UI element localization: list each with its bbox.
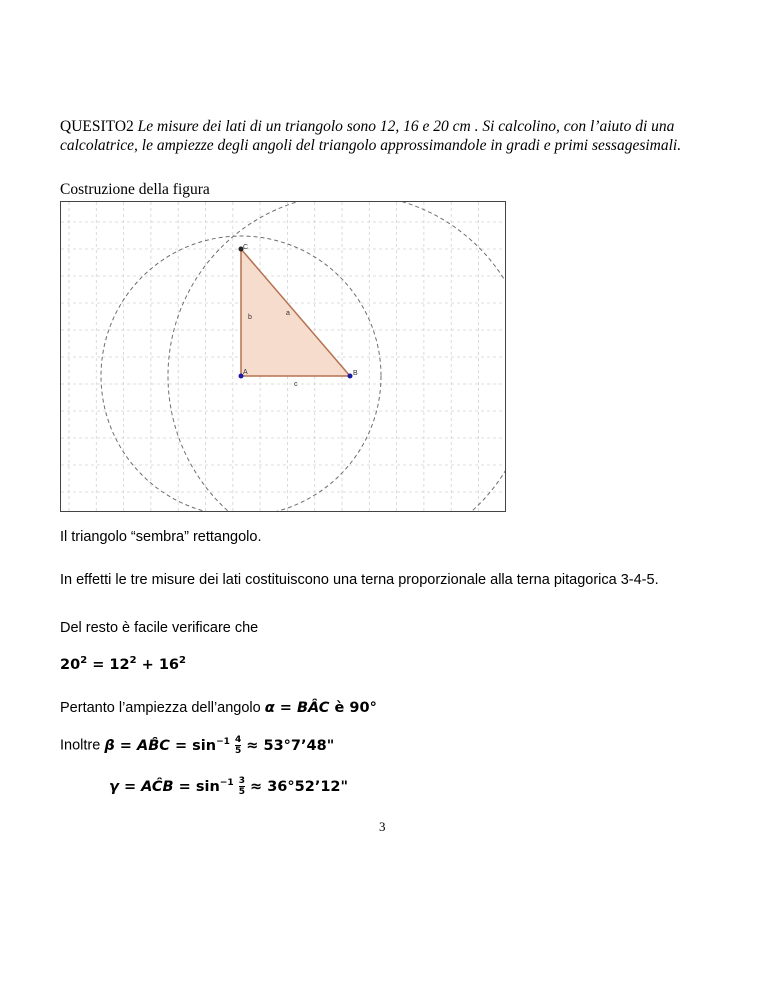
label-point-a: A [243, 369, 248, 376]
problem-label: QUESITO2 [60, 118, 134, 135]
construction-figure [60, 201, 506, 512]
gamma-func: sin [195, 778, 220, 795]
label-point-b: B [353, 370, 358, 377]
beta-angle: AB̂C [136, 737, 170, 754]
label-side-a: a [286, 310, 290, 317]
triangle-abc [241, 249, 350, 376]
paragraph-2: In effetti le tre misure dei lati costituiscono una terna proporzionale alla terna pitagorica 3-4-5. [60, 572, 659, 588]
section-title: Costruzione della figura [60, 181, 210, 198]
alpha-symbol: α [264, 700, 275, 716]
figure-canvas [61, 202, 505, 511]
beta-den: 5 [234, 746, 242, 756]
beta-fraction [235, 735, 241, 756]
beta-approx: ≈ 53°7’48" [246, 737, 335, 754]
alpha-prefix: Pertanto l’ampiezza dell’angolo [60, 700, 265, 716]
beta-num: 4 [234, 735, 242, 745]
eq-term1-exp: 2 [129, 655, 137, 666]
alpha-angle: BÂC [296, 700, 330, 716]
paragraph-3: Del resto è facile verificare che [60, 620, 259, 636]
eq-term2-exp: 2 [179, 655, 186, 666]
point-b [348, 374, 353, 379]
label-side-b: b [248, 314, 252, 321]
beta-func: sin [192, 737, 217, 754]
eq-lhs-exp: 2 [80, 655, 88, 666]
beta-exp: −1 [216, 736, 230, 747]
pythagorean-equation: $20^2 = 12^2 + 16^2$ [60, 655, 186, 673]
label-side-c: c [294, 381, 298, 388]
gamma-den: 5 [238, 787, 245, 797]
beta-symbol: β [104, 737, 115, 754]
page-number: 3 [379, 819, 386, 834]
problem-text: Le misure dei lati di un triangolo sono 12, 16 e 20 cm . Si calcolino, con l’aiuto di una calcolatrice, le ampiezze degli angoli del triangolo approssimandole in gradi e primi sessagesimali. [60, 118, 682, 154]
beta-prefix: Inoltre [60, 737, 105, 754]
eq-term1-base: 12 [109, 656, 130, 673]
gamma-num: 3 [238, 776, 245, 786]
gamma-angle: AĈB [141, 778, 174, 795]
alpha-result: è 90° [334, 700, 377, 716]
gamma-approx: ≈ 36°52’12" [250, 778, 349, 795]
eq-term2-base: 16 [158, 656, 179, 673]
eq-lhs-base: 20 [60, 656, 81, 673]
label-point-c: C [243, 244, 249, 251]
problem-statement [60, 117, 720, 155]
gamma-symbol: γ [109, 778, 119, 795]
gamma-line: γ = AĈB = $\sin^{-1}$ $\frac{3}{5}$ ≈ 36°52’12" [109, 776, 349, 797]
gamma-fraction [239, 776, 245, 797]
beta-line: Inoltre β = AB̂C = $\sin^{-1}$ $\frac{4}{5}$ ≈ 53°7’48" [60, 735, 335, 756]
alpha-line: Pertanto l’ampiezza dell’angolo α = BÂC è 90° [60, 700, 377, 716]
paragraph-1: Il triangolo “sembra” rettangolo. [60, 529, 262, 545]
gamma-exp: −1 [219, 777, 234, 788]
